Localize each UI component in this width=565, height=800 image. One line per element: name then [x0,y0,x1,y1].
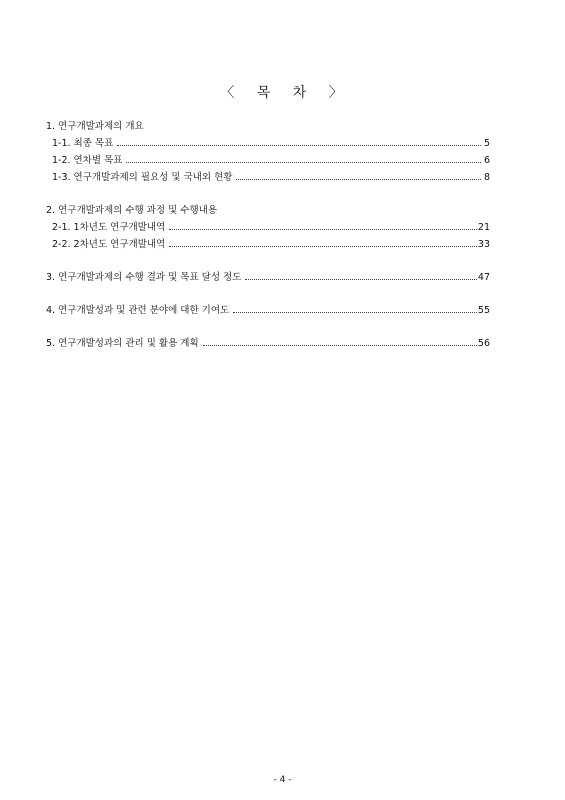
page-number-footer: - 4 - [273,775,292,785]
toc-entry-label: 1-2. 연차별 목표 [52,155,123,166]
toc-dot-leader [245,279,477,280]
section-spacer [46,286,490,302]
toc-entry-label: 5. 연구개발성과의 관리 및 활용 계획 [46,338,199,349]
section-spacer [46,319,490,335]
toc-entry[interactable] [46,135,490,152]
toc-heading-label: 2. 연구개발과제의 수행 과정 및 수행내용 [46,205,217,216]
toc-entry-label: 2-1. 1차년도 연구개발내역 [52,222,166,233]
toc-page-number: 56 [477,338,490,349]
toc-page-number: 21 [477,222,490,233]
toc-page-number: 55 [477,305,490,316]
toc-dot-leader [233,312,477,313]
toc-section-heading [46,118,490,135]
toc-entry-label: 2-2. 2차년도 연구개발내역 [52,239,166,250]
toc-entry[interactable] [46,169,490,186]
toc-page-number: 6 [483,155,490,166]
toc-entry-label: 1-1. 최종 목표 [52,138,114,149]
toc-entry-label: 1-3. 연구개발과제의 필요성 및 국내외 현황 [52,172,233,183]
toc-dot-leader [169,229,477,230]
toc-entry[interactable] [46,152,490,169]
toc-page-number: 8 [483,172,490,183]
toc-page-number: 47 [477,272,490,283]
toc-section-heading [46,202,490,219]
toc-entry-label: 3. 연구개발과제의 수행 결과 및 목표 달성 정도 [46,272,242,283]
toc-dot-leader [169,246,477,247]
section-spacer [46,186,490,202]
toc-dot-leader [203,345,477,346]
toc-entry[interactable] [46,302,490,319]
toc-dot-leader [126,162,481,163]
toc-page-number: 33 [477,239,490,250]
toc-entry[interactable] [46,335,490,352]
toc-dot-leader [117,145,481,146]
table-of-contents [46,118,490,352]
toc-page-number: 5 [483,138,490,149]
toc-entry[interactable] [46,236,490,253]
toc-entry-label: 4. 연구개발성과 및 관련 분야에 대한 기여도 [46,305,230,316]
toc-dot-leader [236,179,481,180]
toc-title: 〈 목 차 〉 [220,85,345,101]
toc-entry[interactable] [46,219,490,236]
toc-heading-label: 1. 연구개발과제의 개요 [46,121,144,132]
toc-entry[interactable] [46,269,490,286]
section-spacer [46,253,490,269]
